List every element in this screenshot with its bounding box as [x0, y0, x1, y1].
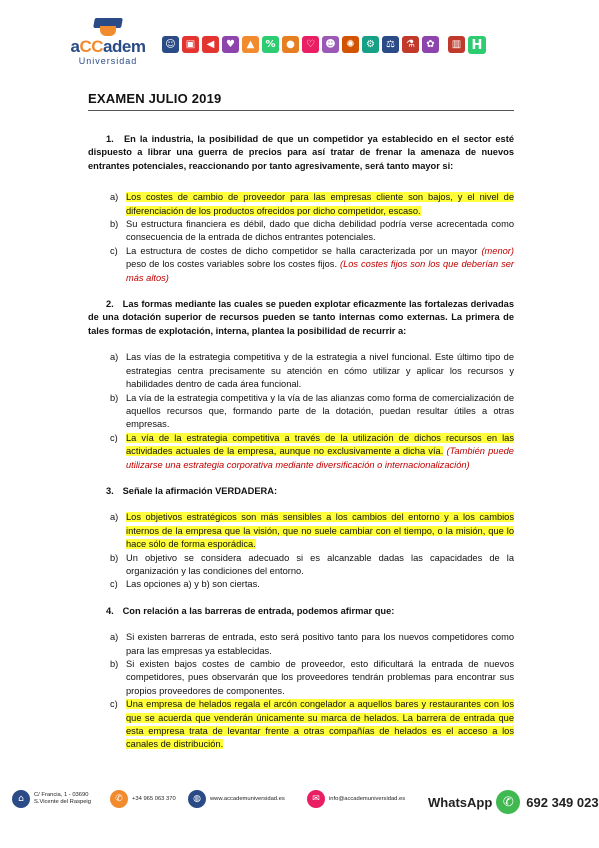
ball-icon[interactable]: ● — [282, 36, 299, 53]
flask-icon[interactable]: ⚗ — [402, 36, 419, 53]
option-letter: c) — [110, 699, 118, 710]
whatsapp-label: WhatsApp — [428, 794, 493, 810]
stethoscope-icon[interactable]: ♥ — [222, 36, 239, 53]
answer-option — [110, 191, 514, 218]
option-text: Si existen barreras de entrada, esto será positivo tanto para los nuevos competidores como para las empresas ya establecidas. — [126, 632, 514, 656]
options-list — [110, 511, 514, 591]
option-letter: b) — [110, 219, 119, 230]
category-icon-bar — [162, 36, 486, 54]
megaphone-icon[interactable]: ◀ — [202, 36, 219, 53]
options-list — [110, 351, 514, 472]
option-letter: c) — [110, 432, 118, 443]
graduation-cap-icon — [91, 18, 125, 38]
answer-option — [110, 658, 514, 698]
answer-option — [110, 218, 514, 245]
option-letter: a) — [110, 192, 119, 203]
gear-icon[interactable]: ⚙ — [362, 36, 379, 53]
hospital-icon[interactable]: H — [468, 36, 486, 54]
question-number: 3. — [106, 485, 114, 496]
question-1 — [88, 133, 514, 173]
option-letter: b) — [110, 552, 119, 563]
question-number: 1. — [106, 134, 114, 144]
logo-name: aCCadem — [70, 37, 146, 56]
option-letter: a) — [110, 352, 119, 363]
correct-answer-text: Los objetivos estratégicos son más sensibles a los cambios del entorno y a los cambios internos de la empresa que la visión, que no suele cambiar con el tiempo, o la misión, que lo hace sólo de forma esporádica. — [126, 512, 514, 550]
correction-note: (Los costes fijos son los que deberían ser más altos) — [126, 259, 514, 283]
question-text: Señale la afirmación VERDADERA: — [122, 485, 278, 496]
question-text: En la industria, la posibilidad de que un competidor ya establecido en el sector esté dispuesto a librar una guerra de precios para así tratar de frenar la amenaza de nuevos entrantes potenciales, reaccionando por tanto agresivamente, será tanto mayor si: — [88, 134, 514, 171]
atom-icon[interactable]: ✺ — [342, 36, 359, 53]
scales-icon[interactable]: ⚖ — [382, 36, 399, 53]
question-number: 2. — [106, 299, 114, 310]
child-icon[interactable]: ☻ — [322, 36, 339, 53]
accadem-logo[interactable] — [68, 18, 148, 74]
option-text: Si existen bajos costes de cambio de proveedor, esto dificultará la entrada de nuevos competidores, pues observarán que los proveedores tendrán problemas para encontrar sus propios proveedores de componentes. — [126, 659, 514, 696]
page-header — [0, 0, 599, 82]
heart-icon[interactable]: ♡ — [302, 36, 319, 53]
question-text: Las formas mediante las cuales se pueden explotar eficazmente las fortalezas derivadas de una dotación superior de recursos pueden se tanto internas como externas. La primera de tales formas de explotación, interna, plantea la posibilidad de recurrir a: — [88, 299, 514, 336]
option-text: Su estructura financiera es débil, dado que dicha debilidad podría verse acrecentada como consecuencia de la entrada de dichos entrantes potenciales. — [126, 219, 514, 243]
whatsapp-number[interactable]: 692 349 023 — [526, 794, 599, 810]
correct-answer-text: La vía de la estrategia competitiva a través de la utilización de dichos recursos en las actividades actuales de la empresa, aunque no exclusivamente a dicha vía. — [126, 432, 514, 457]
question-2 — [88, 298, 514, 338]
option-letter: c) — [110, 245, 118, 256]
page-title: EXAMEN JULIO 2019 — [88, 91, 222, 106]
correct-answer-text: Los costes de cambio de proveedor para las empresas cliente son bajos, y el nivel de diferenciación de los productos ofrecidos por dicho competidor, escaso. — [126, 192, 514, 216]
address-line-1: C/ Francia, 1 - 03690 — [34, 792, 89, 798]
footer-email[interactable] — [307, 790, 405, 808]
answer-option — [110, 351, 514, 391]
brain-icon[interactable]: ✿ — [422, 36, 439, 53]
answer-option — [110, 631, 514, 658]
answer-option — [110, 698, 514, 752]
option-text: La estructura de costes de dicho competidor se halla caracterizada por un mayor (menor) peso de los costes variables sobre los costes fijos. — [126, 245, 514, 270]
screen-icon[interactable]: ▣ — [182, 36, 199, 53]
correct-answer-text: Una empresa de helados regala el arcón congelador a aquellos bares y restaurantes con los que se acuerda que venderán únicamente su marca de helados. La barrera de entrada que esta empresa trata de levantar frente a otras compañías de helados es el acceso a los canales de distribución. — [126, 699, 514, 750]
answer-option — [110, 511, 514, 551]
footer-website[interactable] — [188, 790, 285, 808]
email-link[interactable]: info@accademuniversidad.es — [329, 795, 406, 802]
option-text: La vía de la estrategia competitiva y la vía de las alianzas como forma de comercialización de aquellos recursos que, formando parte de la dotación, puedan resultar útiles a otras empresas. — [126, 392, 514, 430]
option-letter: b) — [110, 392, 119, 403]
option-text: Un objetivo se considera adecuado si es alcanzable dadas las capacidades de la organización y las condiciones del entorno. — [126, 552, 514, 576]
chart-icon[interactable]: % — [262, 36, 279, 53]
option-letter: a) — [110, 632, 119, 643]
option-letter: c) — [110, 579, 118, 590]
options-list — [110, 191, 514, 285]
answer-option — [110, 245, 514, 285]
title-divider — [88, 110, 514, 111]
exam-content — [88, 133, 514, 752]
whatsapp-icon: ✆ — [496, 790, 520, 814]
option-letter: a) — [110, 512, 119, 523]
website-link[interactable]: www.accademuniversidad.es — [210, 795, 285, 802]
question-3 — [88, 485, 514, 498]
answer-option — [110, 578, 514, 591]
option-letter: b) — [110, 659, 119, 669]
address-line-2: S.Vicente del Raspeig — [34, 799, 91, 805]
question-4 — [88, 605, 514, 618]
phone-text: +34 965 063 370 — [132, 795, 176, 802]
page-footer — [0, 776, 599, 848]
option-text: Las opciones a) y b) son ciertas. — [126, 579, 260, 590]
correction-note: (menor) — [481, 245, 514, 256]
flame-icon[interactable]: ▲ — [242, 36, 259, 53]
footer-address — [12, 790, 91, 808]
phone-icon: ✆ — [110, 790, 128, 808]
correction-note: (También puede utilizarse una estrategia corporativa mediante diversificación o internacionalización) — [126, 446, 514, 470]
footer-whatsapp[interactable] — [428, 790, 599, 814]
answer-option — [110, 552, 514, 579]
logo-subtitle: Universidad — [78, 56, 138, 66]
answer-option — [110, 432, 514, 472]
home-icon: ⌂ — [12, 790, 30, 808]
footer-phone[interactable] — [110, 790, 176, 808]
question-text: Con relación a las barreras de entrada, podemos afirmar que: — [122, 605, 395, 616]
option-text: Las vías de la estrategia competitiva y de la estrategia a nivel funcional. Este último tipo de estrategias centra precisamente su atención en cómo utilizar y aplicar los recursos y habilidades dentro de cada área funcional. — [126, 352, 514, 390]
answer-option — [110, 392, 514, 432]
mail-icon: ✉ — [307, 790, 325, 808]
building-icon[interactable]: ▥ — [448, 36, 465, 53]
globe-icon: ◍ — [188, 790, 206, 808]
people-icon[interactable]: ☺ — [162, 36, 179, 53]
question-number: 4. — [106, 605, 114, 616]
options-list — [110, 631, 514, 752]
